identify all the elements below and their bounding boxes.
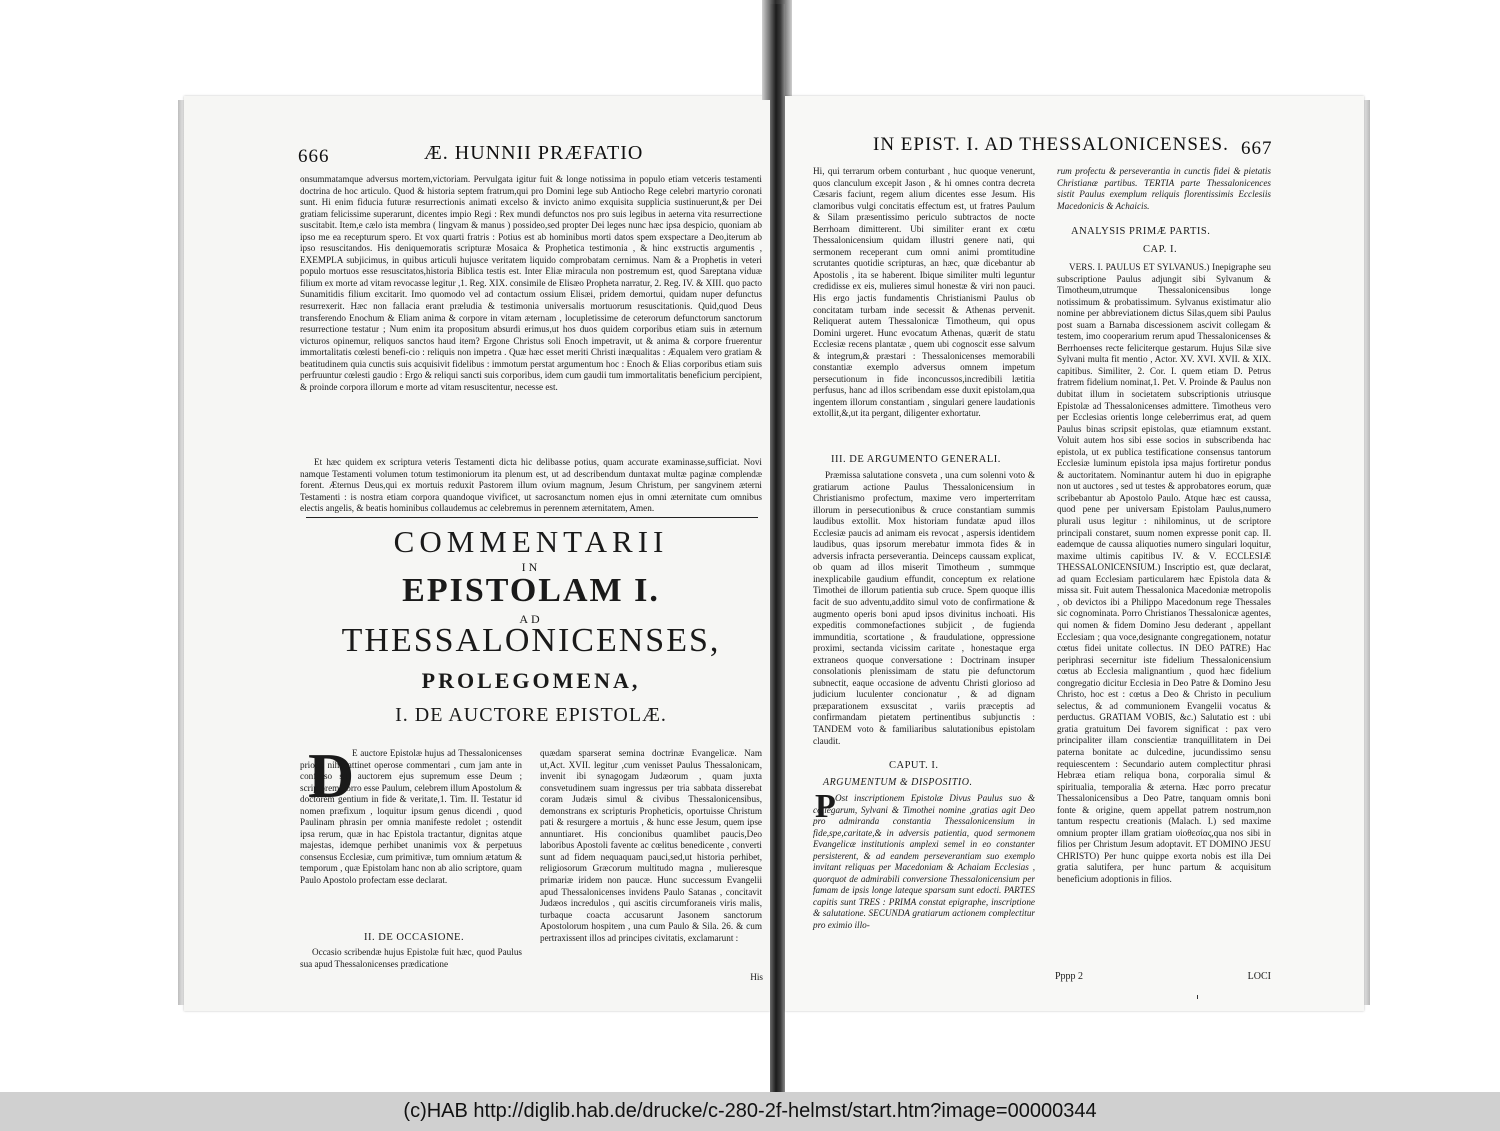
title-block (300, 522, 762, 732)
right-col1-dropcap: P (815, 788, 836, 825)
left-page-number: 666 (298, 146, 330, 167)
title-de-auctore: I. DE AUCTORE EPISTOLÆ. (395, 704, 667, 726)
left-col2-text: quædam sparserat semina doctrinæ Evangelicæ. Nam ut,Act. XVII. legitur ,cum venisset Paulus Thessalonicam, invenit ibi synagogam Judæorum , quam juxta consvetudinem suam ingressus per tria sabbata disserebat coram Judæis simul & civibus Thessalonicensibus, demonstrans ex scripturis Propheticis, oportuisse Christum pati & resurgere a mortuis , & hunc esse Jesum, quem ipse annuntiaret. His concionibus quamlibet paucis,Deo laboribus Apostoli favente ac cœlitus benedicente , converti sunt ad fidem nequaquam pauci,sed,ut historia perhibet, religiosorum Græcorum multitudo magna , mulieresque primariæ iridem non paucæ. Hunc successum Evangelii apud Thessalonicenses invidens Paulo Satanas , concitavit Judæos incredulos , qui ascitis circumforaneis viris malis, turbaque coacta accusarunt Jasonem sanctorum Apostolorum hospitem , una cum Paulo & Sila. 26. & cum pertraxissent illos ad principes civitatis, exclamarunt : (540, 748, 762, 943)
right-col2-text-2: VERS. I. PAULUS ET SYLVANUS.) Inepigraphe seu subscriptione Paulus adjungit sibi Sylvanum & Timotheum,utrumque Thessalonicensibus longe notissimum & probatissimum. Sylvanus existimatur alio nomine per abbreviationem dictus Silas,quem sibi Paulus post suam a Barnaba discessionem ascivit collegam & testem, imo cooperarium rerum apud Thessalonicenses & Berrhoenses recte feliciterque gestarum. Hujus Silæ sive Sylvani multa fit mentio , Actor. XV. XVI. XVII. & XIX. capitibus. Similiter, 2. Cor. I. quem etiam D. Petrus fratrem fidelium nominat,1. Pet. V. Proinde & Paulus non dubitat illum in societatem subscriptionis utriusque Epistolæ ad Thessalonicenses admittere. Timotheus vero per Ecclesias orientis longe celeberrimus erat, ad quem Paulus binas scripsit epistolas, quæ etiamnum exstant. Voluit autem hos sibi esse socios in subscribenda hac epistola, ut ex publica testificatione consensus tantorum Ecclesiæ luminum epistola ipsa majus fortiretur pondus & auctoritatem. Nominantur autem hi duo in epigraphe non ut auctores , sed ut testes & approbatores eorum, quæ scribebantur ab Apostolo Paulo. Atque hæc est caussa, quod pene per universam Epistolam Paulus,numero plurali usus legitur : nihilominus, ut de scriptore principali constaret, suum nomen expresse ponit cap. II. eademque de caussa aliquoties numero singulari loquitur, maxime ultimis capitibus IV. & V. ECCLESIÆ THESSALONICENSIUM.) Inscriptio est, quæ declarat, ad quam Ecclesiam particularem hæc Epistola data & missa sit. Fuit autem Thessalonica Macedoniæ metropolis , ob devictos ibi a Philippo Macedonum rege Thessales sic cognominata. Porro Christianos Thessalonicæ agentes, qui nomen & fidem Domino Jesu dederant , appellant Ecclesiam ; qua voce,designante congregationem, notatur cœtus fidei unitate collectus. IN DEO PATRE) Hac periphrasi secernitur iste fidelium Thessalonicensium cœtus ab Ecclesia malignantium , quod hæc fidelium congregatio dicitur Ecclesia in Deo Patre & Domino Jesu Christo, hoc est : cœtus a Deo & Christo in peculium selectus, & ad communionem Evangelii vocatus & perductus. GRATIAM VOBIS, &c.) Salutatio est : ubi gratia gratuitum Dei favorem significat : pax vero principaliter illam conscientiæ tranquillitatem in Dei paterna bonitate ac dulcedine, jucundissimo sensu requiescentem : Secundario autem complectitur phrasi Hebræa etiam reliqua bona, corporalia simul & spiritualia, temporalia & æterna. Hæc porro precatur Thessalonicensibus a Deo Patre, tanquam omnis boni fonte & origine, quem appellat patrem nostrum,non tantum respectu creationis (Malach. I.) sed maxime omnium propter illam gratiam υἱοθεσίας,qua nos sibi in filios per Christum Jesum adoptavit. ET DOMINO JESU CHRISTO) Per hunc quippe exorta nobis est illa Dei gratia salutifera, per hunc partum & acquisitum beneficium adoptionis in filios. (1057, 262, 1271, 884)
right-page-number: 667 (1241, 138, 1273, 159)
right-col2-heading: ANALYSIS PRIMÆ PARTIS. (1071, 226, 1211, 237)
left-col1-text-2: Occasio scribendæ hujus Epistolæ fuit hæc, quod Paulus sua apud Thessalonicenses prædicatione (300, 947, 522, 969)
right-col1-text-2: Præmissa salutatione consveta , una cum solenni voto & gratiarum actione Paulus Thessalonicensium in Christianismo profectum, maxime vero imperterritam illorum in persecutionibus & cruce constantiam summis laudibus extollit. Mox historiam fundatæ apud illos Ecclesiæ paucis ad animam eis revocat , aspersis identidem laudibus, quas ipsorum merebatur immota fides & in adversis infracta perseverantia. Deinceps caussam explicat, ob quam ad illos miserit Timotheum , summque inexplicabile gaudium effundit, conceptum ex relatione Timothei de illorum patientia sub cruce. Spem quoque illis facit de suo adventu,addito simul voto de confirmatione & augmento operis boni apud ipsos divinitus inchoati. His expeditis commonefactiones subjicit , de fugienda immunditia, scortatione , & fraudulatione, oppressione proximi, sectanda vicissim caritate , honestaque erga extraneos quoque conversatione : Doctrinam insuper consolationis plenissimam de statu pie defunctorum subnectit, eaque occasione de adventu Christi glorioso ad judicium luculenter concionatur , & ad dignam præparationem exsuscitat , variis præceptis ad confirmandam pietatem pertinentibus subjunctis : TANDEM voto & familiaribus salutationibus epistolam claudit. (813, 470, 1035, 746)
title-ad: AD (519, 612, 543, 626)
footer-credit-text: (c)HAB http://diglib.hab.de/drucke/c-280-2f-helmst/start.htm?image=00000344 (403, 1100, 1097, 1122)
left-running-head: Æ. HUNNII PRÆFATIO (424, 142, 644, 164)
right-col1-text: Hi, qui terrarum orbem conturbant , huc quoque venerunt, quos clanculum excepit Jason , & hi omnes contra decreta Cæsaris faciunt, regem alium dicentes esse Jesum. His clamoribus vulgi concitatis effectum est, ut fratres Paulum & Silam præsentissimo periculo subtractos de nocte Berrhoam dimitterent. Ubi similiter erant ex cœtu Thessalonicensium quidam illustri genere nati, qui sermonem receperant cum omni animi promtitudine scrutantes quotidie scripturas, an hæc, quæ dicebantur ab Apostolis , ita se haberent. Ibique similiter multi leguntur credidisse ex eis, mulieres simul honestæ & viri non pauci. His ergo jactis fundamentis Christianismi Paulus ob concitatam turbam inde secessit & Athenas pervenit. Reliquerat autem Thessalonicæ Timotheum, qui opus Domini urgeret. Hunc evocatum Athenas, quærit de statu Ecclesiæ recens plantatæ , quem ubi cognoscit esse salvum & integrum,& præstari : Thessalonicenses memorabili constantiæ exemplo adversus omnem impetum persecutionum in fide inconcussos,incredibili lætitia perfusus, hanc ad illos scribendam esse duxit epistolam,qua ingentem illorum constantiam , singulari genere laudationis extollit,&,ut ita pergant, diligenter exhortatur. (813, 166, 1035, 419)
right-page-edge (1364, 100, 1370, 1005)
left-col1-heading: II. DE OCCASIONE. (364, 932, 465, 943)
scan-speck (1197, 995, 1198, 999)
left-intro-text-2: Et hæc quidem ex scriptura veteris Testamenti dicta hic delibasse potius, quam accurate examinasse,sufficiat. Novi namque Testamenti volumen totum testimoniorum ita plenum est, ut ad describendum duntaxat multæ paginæ complendæ forent. Æternus Deus,qui ex mortuis reduxit Pastorem illum ovium magnum, Jesum Christum, per sangvinem æterni Testamenti : is nostra etiam corpora quandoque vivificet, ut sacrosanctum nomen ejus in omni æternitate cum omnibus electis angelis, & beatis hominibus collaudemus ac celebremus in perennem æternitatem, Amen. (300, 457, 762, 514)
left-page (184, 96, 770, 1011)
right-catchword: LOCI (1247, 971, 1271, 982)
title-in: IN (521, 560, 541, 574)
right-col2-text: rum profectu & perseverantia in cunctis fidei & pietatis Christianæ partibus. TERTIA parte Thessalonicences sistit Paulus exemplum reliquis florentissimis Ecclesiis Macedonicis & Achaicis. (1057, 166, 1271, 211)
right-col2-caput: CAP. I. (1143, 244, 1178, 255)
left-col1-text: E auctore Epistolæ hujus ad Thessalonicenses prioris nihil attinet operose commentari , cum jam ante in confesso sit, auctorem ejus supremum esse Deum ; scriptorem porro esse Paulum, celebrem illum Apostolum & doctorem gentium in fide & veritate,1. Tim. II. Testatur id nomen præfixum , loquitur ipsum genus dicendi , quod Paulinam phrasin per omnia manifeste redolet ; ostendit ipsa rerum, quæ in hac Epistola tractantur, dignitas atque majestas, idemque perhibet unanimis vox & perpetuus consensus Ecclesiæ, cum primitivæ, tum omnium ætatum & temporum , quæ Epistolam hanc non ab alio scriptore, quam Paulo Apostolo profectam esse declarat. (300, 748, 522, 886)
right-page (785, 96, 1364, 1011)
left-dropcap: D (308, 740, 355, 811)
right-col1-caput: CAPUT. I. (889, 760, 939, 771)
right-running-head: IN EPIST. I. AD THESSALONICENSES. (873, 134, 1229, 155)
right-signature: Pppp 2 (1055, 971, 1084, 982)
right-col1-heading: III. DE ARGUMENTO GENERALI. (831, 454, 1001, 465)
left-intro-text: onsummatamque adversus mortem,victoriam. Pervulgata igitur fuit & longe notissima in populo etiam vetceris testamenti doctrina de hoc articulo. Quod & historia septem fratrum,qui pro Domini lege sub Antiocho Rege celebri martyrio coronati sunt. Hi enim fiducia futuræ resurrectionis animati excelso & invicto animo exquisita supplicia sustinuerunt,& per Dei gratiam felicissime superarunt, dicentes impio Regi : Rex mundi defunctos nos pro suis legibus in aeterna vita resurrectione suscitabit. Item,e cælo ista membra ( lingvam & manus ) possideo,sed propter Dei leges nunc hæc ipsa despicio, quoniam ab ipso me ea recepturum spero. Et vox quarti fratris : Potius est ab hominibus morti datos spem exspectare a Deo,iterum ab ipso resuscitandos. His deniquemoratis scripturæ Mosaica & Prophetica testimonia , & hinc exstructis argumentis , EXEMPLA subjicimus, in quibus articuli hujusce veritatem liquido comprobatam cernimus. Nam & a Prophetis in veteri populo mortuos esse resuscitatos,historia Biblica testis est. Inter Eliæ miracula non postremum est, quod Sareptana viduæ filium ex morte ad vitam revocasse legitur ,1. Reg. XIX. consimile de Elisæo Propheta narratur, 2. Reg. IV. & XIII. quo pacto Sunamitidis filium excitarit. Imo quomodo vel ad contactum ossium Elisæi, pridem demortui, quidam nuper defunctus resurrexerit. Hæc non fallacia erant præludia & testimonia universalis mortuorum resuscitationis. Quid,quod Deus transferendo Enochum & Eliam anima & corpore in vitam æternam , locupletissime de ceterorum defunctorum sanctorum resurrectione testatur ; Num enim ita propositum absurdi erimus,ut hos duos quidem corporibus etiam suis in æternum victuros opinemur, reliquos sanctos haud item? Ergone Christus soli Enoch impetravit, ut & anima & corpore fruerentur immortalitatis cœlesti benefi-cio : reliquis non impetra . Quæ hæc esset meriti Christi inæqualitas : Æqualem vero gratiam & beatitudinem quia cunctis suis acquisivit fidelibus : immotum perstat argumentum hoc : Enoch & Elias corporibus etiam suis perfruuntur cœlesti gaudio : Ergo & reliqui sancti suis corporibus, idem cum gaudii tum immortalitatis beneficium percipient, & proinde corpora illorum e morte ad vitam resuscitentur, necesse est. (300, 174, 762, 392)
left-catchword: His (750, 972, 763, 982)
title-commentarii: COMMENTARII (393, 524, 669, 559)
title-epistolam: EPISTOLAM I. (402, 572, 660, 609)
title-rule (306, 517, 758, 518)
binding-gutter (770, 4, 785, 1092)
right-col1-text-3: Ost inscriptionem Epistolæ Divus Paulus suo & collegarum, Sylvani & Timothei nomine ,gratias agit Deo pro admiranda constantia Thessalonicensium in fide,spe,caritate,& in adversis patientia, quod sermonem Evangelicæ institutionis amplexi semel in eo constanter persisterent, & ad eandem perseverantiam suo exemplo invitant reliquas per Macedoniam & Achaiam Ecclesias , quorquot de admirabili conversione Thessalonicensium per famam de ipsis longe lateque sparsam sunt edocti. PARTES capitis sunt TRES : PRIMA constat epigraphe, inscriptione & salutatione. SECUNDA gratiarum actionem complectitur pro eximio illo- (813, 793, 1035, 931)
title-thessalonicenses: THESSALONICENSES, (341, 622, 721, 659)
right-col1-subhead: ARGUMENTUM & DISPOSITIO. (823, 777, 973, 788)
title-prolegomena: PROLEGOMENA, (421, 668, 641, 693)
footer-credit-bar (0, 1092, 1500, 1131)
